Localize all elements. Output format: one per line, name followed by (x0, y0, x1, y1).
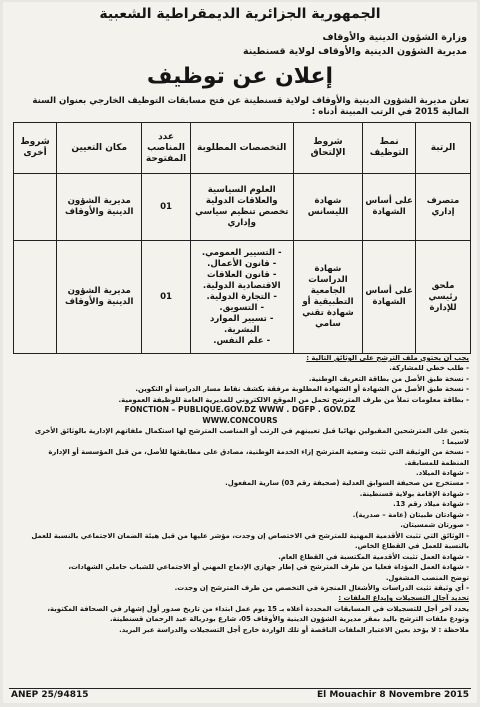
condition-line: وتودع ملفات الترشح باليد بمقر مديرية الشؤون الدينية والأوقاف 05، شارع بودربالة عبد الرحمان قسنطينة. (109, 615, 469, 624)
condition-line: - شهادة العمل المؤداة فعليا من طرف المترشح في إطار جهازي الإدماج المهني أو الاجتماعي للشباب حاملي الشهادات، (68, 563, 469, 572)
positions-table (13, 122, 471, 354)
cell-grade: ملحق رئيسي للإدارة (416, 241, 471, 354)
table-header-row (14, 123, 471, 174)
condition-line: - شهادة الميلاد. (416, 468, 469, 477)
condition-line: - شهادة الإقامة بولاية قسنطينة. (359, 489, 469, 498)
republic-heading: الجمهورية الجزائرية الديمقراطية الشعبية (99, 6, 381, 22)
condition-line: - نسخة طبق الأصل من الشهادة أو الشهادة المطلوبة مرفقة بكشف نقاط مسار الدراسة أو التكوين. (135, 385, 469, 394)
conditions-heading: تحديد آجال التسجيلات وإيداع الملفات : (338, 594, 469, 603)
col-other-header: شروط أخرى (14, 123, 57, 174)
cell-mode: على أساس الشهادة (363, 241, 416, 354)
cell-place: مديرية الشؤون الدينية والأوقاف (57, 174, 142, 241)
condition-line: توضح المنصب المشغول. (385, 573, 469, 582)
cell-specialties: العلوم السياسية والعلاقات الدولية تخصص تنظيم سياسي وإداري (190, 174, 293, 241)
notice-title: إعلان عن توظيف (146, 64, 334, 89)
cell-other (14, 174, 57, 241)
condition-line: - نسخة طبق الأصل من بطاقة التعريف الوطنية. (308, 374, 469, 383)
condition-line: يتعين على المترشحين المقبولين نهائيا قبل تعيينهم في الرتب أو المناصب المترشح لها استكمال ملفاتهم الإدارية بالوثائق الأخرى (34, 427, 469, 436)
col-mode-header: نمط التوظيف (363, 123, 416, 174)
website-line: WWW.CONCOURS (202, 415, 278, 425)
website-line: FONCTION – PUBLIQUE.GOV.DZ WWW . DGFP . GOV.DZ (124, 405, 356, 415)
cell-grade: متصرف إداري (416, 174, 471, 241)
publication-credit: El Mouachir 8 Novembre 2015 (316, 690, 469, 700)
cell-other (14, 241, 57, 354)
cell-count: 01 (142, 174, 190, 241)
col-access-header: شروط الإلتحاق (293, 123, 362, 174)
cell-place: مديرية الشؤون الدينية والأوقاف (57, 241, 142, 354)
col-specialties-header: التخصصات المطلوبة (190, 123, 293, 174)
cell-specialties: - التسيير العمومي. - قانون الأعمال. - قانون العلاقات الاقتصادية الدولية. - التجارة الدولية. - التسويق. - تسيير الموارد البشرية. - علم النفس. (190, 241, 293, 354)
condition-line: يحدد آخر أجل للتسجيلات في المسابقات المحددة أعلاه بـ 15 يوم عمل ابتداء من تاريخ صدور أول إشهار في الصحافة المكتوبة، (47, 604, 469, 613)
condition-line: بالنسبة للعمل في القطاع الخاص. (354, 542, 469, 551)
condition-line: - شهادة العمل تثبت الأقدمية المكتسبة في القطاع العام. (278, 552, 469, 561)
condition-line: - صورتان شمسيتان. (400, 521, 469, 530)
col-count-header: عدد المناصب المفتوحة (142, 123, 190, 174)
anep-reference: ANEP 25/94815 (11, 690, 89, 700)
table-row (14, 241, 471, 354)
intro-paragraph: تعلن مديرية الشؤون الدينية والأوقاف لولاية قسنطينة عن فتح مسابقات التوظيف الخارجي بعنوان السنة المالية 2015 في الرتب المبينة أدناه : (32, 96, 469, 117)
condition-line: - شهادة ميلاد رقم 13. (393, 500, 469, 509)
condition-line: - نسخة من الوثيقة التي تثبت وضعية المترشح إزاء الخدمة الوطنية، مصادق على مطابقتها للأصل، من قبل المؤسسة أو الإدارة (48, 448, 469, 457)
col-place-header: مكان التعيين (57, 123, 142, 174)
table-row (14, 174, 471, 241)
condition-line: لاسيما : (441, 437, 469, 446)
cell-access: شهادة الدراسات الجامعية التطبيقية أو شهادة تقني سامي (293, 241, 362, 354)
conditions-heading: يجب أن يحتوي ملف الترشح على الوثائق التالية : (306, 354, 469, 362)
condition-line: - مستخرج من صحيفة السوابق العدلية (صحيفة رقم 03) سارية المفعول. (225, 479, 469, 488)
conditions-list (11, 353, 469, 635)
ministry-line: وزارة الشؤون الدينية والأوقاف (322, 32, 467, 43)
condition-line: - طلب خطي للمشاركة. (389, 364, 469, 373)
condition-line: ملاحظة : لا يؤخذ بعين الاعتبار الملفات الناقصة أو تلك الواردة خارج أجل التسجيلات والدراسة عبر البريد. (119, 625, 469, 634)
condition-line: - شهادتان طبيتان (عامة – صدرية). (352, 510, 469, 519)
cell-count: 01 (142, 241, 190, 354)
cell-mode: على أساس الشهادة (363, 174, 416, 241)
condition-line: - بطاقة معلومات تملأ من طرف المترشح تحمل من الموقع الالكتروني للمديرية العامة للوظيفة العمومية. (118, 395, 469, 404)
col-grade-header: الرتبة (416, 123, 471, 174)
cell-access: شهادة الليسانس (293, 174, 362, 241)
condition-line: - أي وثيقة تثبت الدراسات والأشغال المنجزة في التخصص من طرف المترشح إن وجدت. (174, 583, 469, 592)
directorate-line: مديرية الشؤون الدينية والأوقاف لولاية قسنطينة (243, 46, 467, 57)
newspaper-notice (3, 2, 477, 703)
condition-line: - الوثائق التي تثبت الأقدمية المهنية للمترشح في الاختصاص إن وجدت، مؤشر عليها من قبل هيئة الضمان الاجتماعي بالنسبة للعمل (31, 531, 469, 540)
condition-line: المنظمة للمسابقة. (404, 458, 469, 467)
footer-bar (9, 688, 471, 703)
